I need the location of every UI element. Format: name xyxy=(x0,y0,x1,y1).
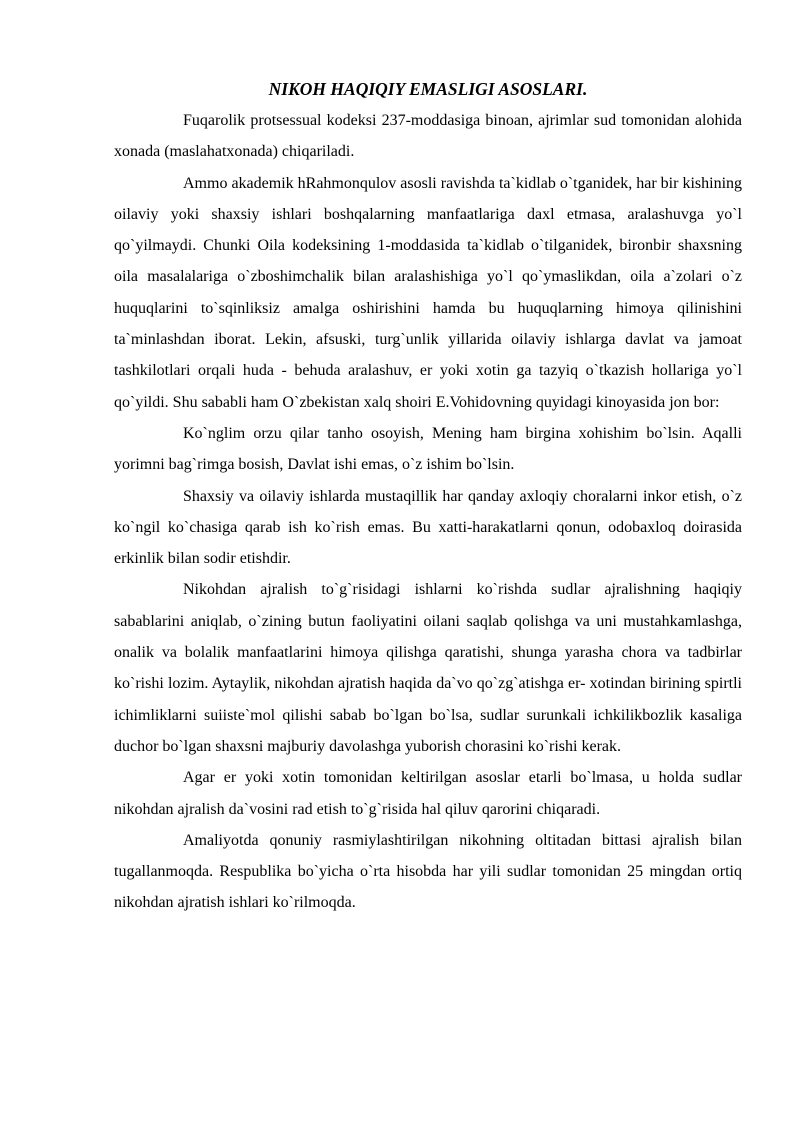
document-title: NIKOH HAQIQIY EMASLIGI ASOSLARI. xyxy=(268,79,588,99)
paragraph-family-privacy: Ammo akademik hRahmonqulov asosli ravishda ta`kidlab o`tganidek, har bir kishining oilaviy yoki shaxsiy ishlari boshqalarning manfaatlariga daxl etmasa, aralashuvga yo`l qo`yilmaydi. Chunki Oila kodeksining 1-moddasida ta`kidlab o`tilganidek, bironbir shaxsning oila masalalariga o`zboshimchalik bilan aralashishiga yo`l qo`ymaslikdan, oila a`zolari o`z huquqlarini to`sqinliksiz amalga oshirishini hamda bu huquqlarning himoya qilinishini ta`minlashdan iborat. Lekin, afsuski, turg`unlik yillarida oilaviy ishlarga davlat va jamoat tashkilotlari orqali huda - behuda aralashuv, er yoki xotin ga tazyiq o`tkazish hollariga yo`l qo`yildi. Shu sababli ham O`zbekistan xalq shoiri E.Vohidovning quyidagi kinoyasida jon bor: xyxy=(114,174,743,411)
paragraph-statistics: Amaliyotda qonuniy rasmiylashtirilgan nikohning oltitadan bittasi ajralish bilan tugallanmoqda. Respublika bo`yicha o`rta hisobda har yili sudlar tomonidan 25 mingdan ortiq nikohdan ajratish ishlari ko`rilmoqda. xyxy=(114,831,742,912)
paragraph-procedural-code: Fuqarolik protsessual kodeksi 237-moddasiga binoan, ajrimlar sud tomonidan alohida xonada (maslahatxonada) chiqariladi. xyxy=(114,112,742,161)
paragraph-independence: Shaxsiy va oilaviy ishlarda mustaqillik har qanday axloqiy choralarni inkor etish, o`z ko`ngil ko`chasiga qarab ish ko`rish emas. Bu xatti-harakatlarni qonun, odobaxloq doirasida erkinlik bilan sodir etishdir. xyxy=(114,487,742,568)
paragraph-court-duties: Nikohdan ajralish to`g`risidagi ishlarni ko`rishda sudlar ajralishning haqiqiy sabablarini aniqlab, o`zining butun faoliyatini oilani saqlab qolishga va uni mustahkamlashga, onalik va bolalik manfaatlarini himoya qilishga qaratishi, shunga yarasha chora va tadbirlar ko`rishi lozim. Aytaylik, nikohdan ajratish haqida da`vo qo`zg`atishga er- xotindan birining spirtli ichimliklarni suiiste`mol qilishi sabab bo`lgan bo`lsa, sudlar surunkali ichkilikbozlik kasaliga duchor bo`lgan shaxsni majburiy davolashga yuborish chorasini ko`rishi kerak. xyxy=(114,581,742,755)
paragraph-insufficient-grounds: Agar er yoki xotin tomonidan keltirilgan asoslar etarli bo`lmasa, u holda sudlar nikohdan ajralish da`vosini rad etish to`g`risida hal qiluv qarorini chiqaradi. xyxy=(114,769,742,818)
paragraph-poem-quote: Ko`nglim orzu qilar tanho osoyish, Mening ham birgina xohishim bo`lsin. Aqalli yorimni bag`rimga bosish, Davlat ishi emas, o`z ishim bo`lsin. xyxy=(114,424,742,474)
document-page xyxy=(114,78,742,919)
